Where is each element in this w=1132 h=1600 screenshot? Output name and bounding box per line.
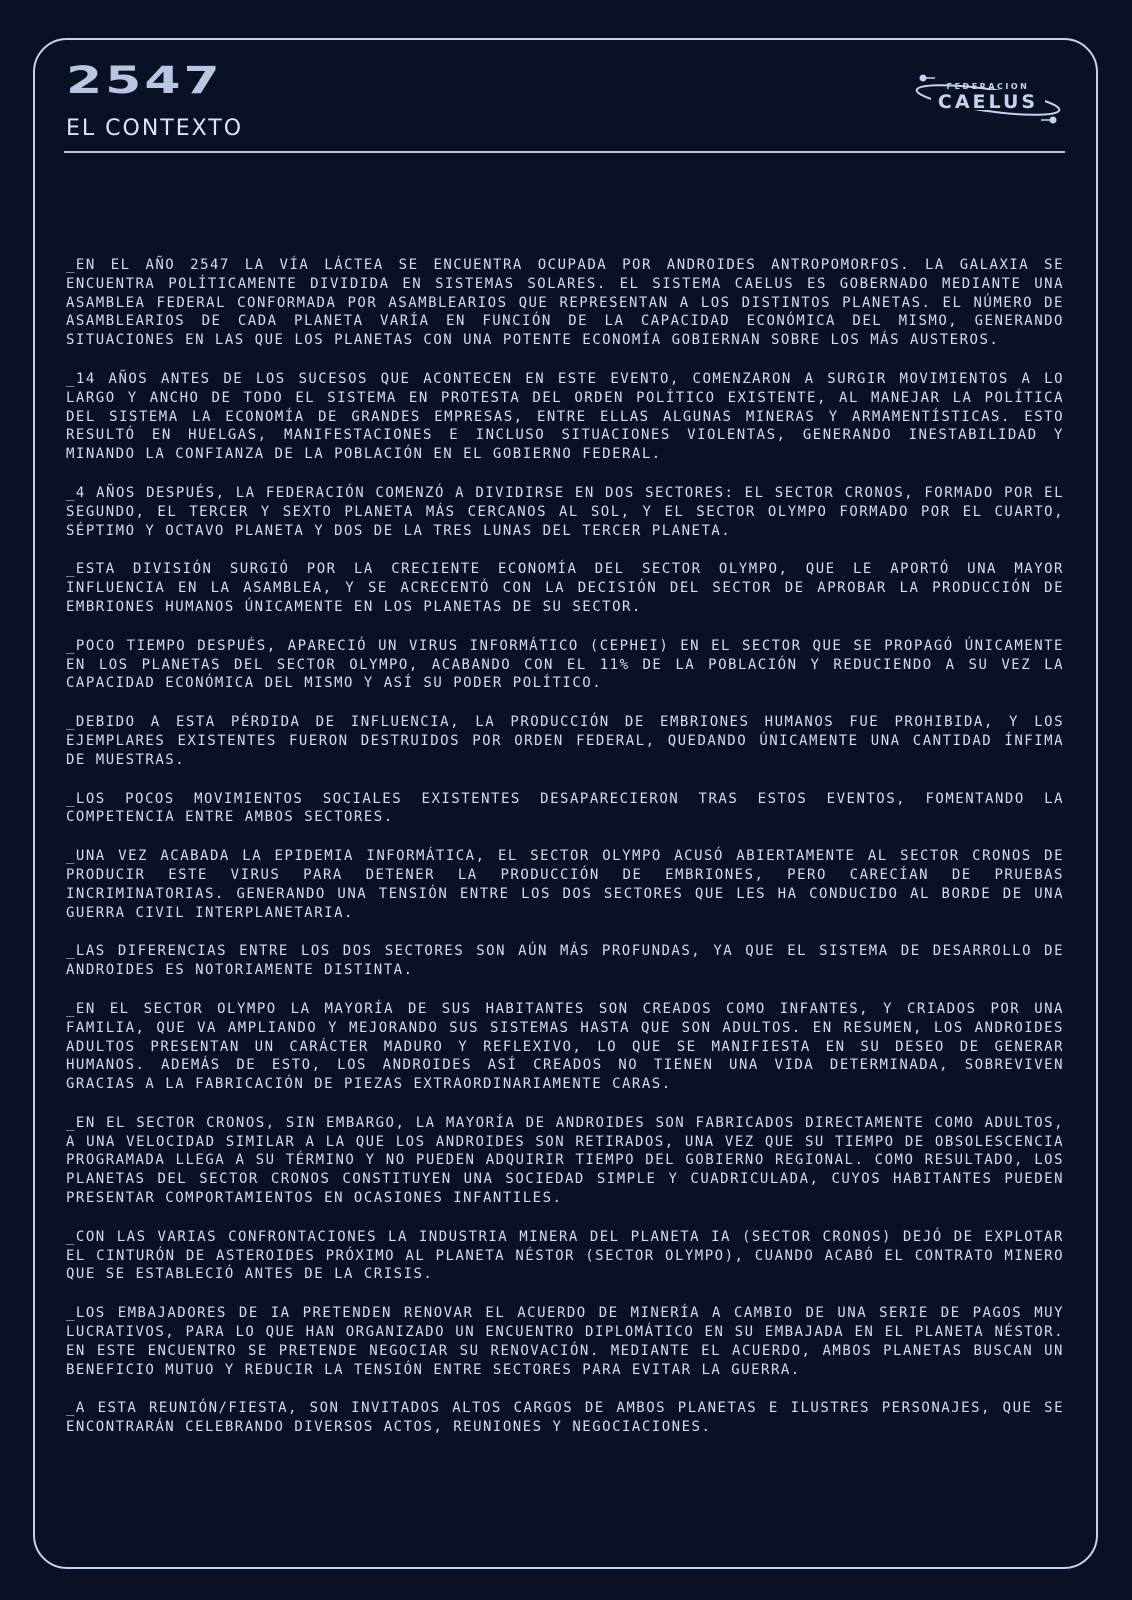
logo-name: CAELUS [937, 91, 1039, 113]
body-paragraph: _A ESTA REUNIÓN/FIESTA, SON INVITADOS ALTOS CARGOS DE AMBOS PLANETAS E ILUSTRES PERSONAJES, QUE SE ENCONTRARÁN CELEBRANDO DIVERSOS ACTOS, REUNIONES Y NEGOCIACIONES. [66, 1400, 1064, 1436]
body-paragraph: _POCO TIEMPO DESPUÉS, APARECIÓ UN VIRUS INFORMÁTICO (CEPHEI) EN EL SECTOR QUE SE PROPAGÓ ÚNICAMENTE EN LOS PLANETAS DEL SECTOR OLYMPO, ACABANDO CON EL 11% DE LA POBLACIÓN Y REDUCIENDO A SU VEZ LA CAPACIDAD ECONÓMICA DEL MISMO Y ASÍ SU PODER POLÍTICO. [66, 637, 1064, 692]
body-paragraph: _EN EL SECTOR OLYMPO LA MAYORÍA DE SUS HABITANTES SON CREADOS COMO INFANTES, Y CRIADOS POR UNA FAMILIA, QUE VA AMPLIANDO Y MEJORANDO SUS SISTEMAS HASTA QUE SON ADULTOS. EN RESUMEN, LOS ANDROIDES ADULTOS PRESENTAN UN CARÁCTER MADURO Y REFLEXIVO, LO QUE SE MANIFIESTA EN SU DESEO DE GENERAR HUMANOS. ADEMÁS DE ESTO, LOS ANDROIDES ASÍ CREADOS NO TIENEN UNA VIDA DETERMINADA, SOBREVIVEN GRACIAS A LA FABRICACIÓN DE PIEZAS EXTRAORDINARIAMENTE CARAS. [66, 1000, 1064, 1093]
body-paragraph: _4 AÑOS DESPUÉS, LA FEDERACIÓN COMENZÓ A DIVIDIRSE EN DOS SECTORES: EL SECTOR CRONOS, FORMADO POR EL SEGUNDO, EL TERCER Y SEXTO PLANETA MÁS CERCANOS AL SOL, Y EL SECTOR OLYMPO FORMADO POR EL CUARTO, SÉPTIMO Y OCTAVO PLANETA Y DOS DE LA TRES LUNAS DEL TERCER PLANETA. [66, 484, 1064, 539]
section-subtitle: EL CONTEXTO [66, 116, 244, 141]
body-paragraph: _ESTA DIVISIÓN SURGIÓ POR LA CRECIENTE ECONOMÍA DEL SECTOR OLYMPO, QUE LE APORTÓ UNA MAYOR INFLUENCIA EN LA ASAMBLEA, Y SE ACRECENTÓ CON LA DECISIÓN DEL SECTOR DE APROBAR LA PRODUCCIÓN DE EMBRIONES HUMANOS ÚNICAMENTE EN LOS PLANETAS DE SU SECTOR. [66, 561, 1064, 615]
body-paragraph: _EN EL AÑO 2547 LA VÍA LÁCTEA SE ENCUENTRA OCUPADA POR ANDROIDES ANTROPOMORFOS. LA GALAXIA SE ENCUENTRA POLÍTICAMENTE DIVIDIDA EN SISTEMAS SOLARES. EL SISTEMA CAELUS ES GOBERNADO MEDIANTE UNA ASAMBLEA FEDERAL CONFORMADA POR ASAMBLEARIOS QUE REPRESENTAN A LOS DISTINTOS PLANETAS. EL NÚMERO DE ASAMBLEARIOS DE CADA PLANETA VARÍA EN FUNCIÓN DE LA CAPACIDAD ECONÓMICA DEL MISMO, GENERANDO SITUACIONES EN LAS QUE LOS PLANETAS CON UNA POTENTE ECONOMÍA GOBIERNAN SOBRE LOS MÁS AUSTEROS. [66, 257, 1064, 349]
body-paragraph: _DEBIDO A ESTA PÉRDIDA DE INFLUENCIA, LA PRODUCCIÓN DE EMBRIONES HUMANOS FUE PROHIBIDA, Y LOS EJEMPLARES EXISTENTES FUERON DESTRUIDOS POR ORDEN FEDERAL, QUEDANDO ÚNICAMENTE UNA CANTIDAD ÍNFIMA DE MUESTRAS. [66, 714, 1064, 768]
body-paragraph: _EN EL SECTOR CRONOS, SIN EMBARGO, LA MAYORÍA DE ANDROIDES SON FABRICADOS DIRECTAMENTE COMO ADULTOS, A UNA VELOCIDAD SIMILAR A LA QUE LOS ANDROIDES SON RETIRADOS, UNA VEZ QUE SU TIEMPO DE OBSOLESCENCIA PROGRAMADA LLEGA A SU TÉRMINO Y NO PUEDEN ADQUIRIR TIEMPO DEL GOBIERNO REGIONAL. COMO RESULTADO, LOS PLANETAS DEL SECTOR CRONOS CONSTITUYEN UNA SOCIEDAD SIMPLE Y CUADRICULADA, CUYOS HABITANTES PUEDEN PRESENTAR COMPORTAMIENTOS EN OCASIONES INFANTILES. [66, 1114, 1064, 1207]
logo-top-text: FEDERACION [946, 82, 1030, 91]
header-divider [64, 151, 1065, 153]
federacion-caelus-logo [913, 70, 1063, 130]
body-paragraph: _UNA VEZ ACABADA LA EPIDEMIA INFORMÁTICA, EL SECTOR OLYMPO ACUSÓ ABIERTAMENTE AL SECTOR CRONOS DE PRODUCIR ESTE VIRUS PARA DETENER LA PRODUCCIÓN DE EMBRIONES, PERO CARECÍAN DE PRUEBAS INCRIMINATORIAS. GENERANDO UNA TENSIÓN ENTRE LOS DOS SECTORES QUE LES HA CONDUCIDO AL BORDE DE UNA GUERRA CIVIL INTERPLANETARIA. [66, 848, 1064, 921]
body-paragraph: _14 AÑOS ANTES DE LOS SUCESOS QUE ACONTECEN EN ESTE EVENTO, COMENZARON A SURGIR MOVIMIENTOS A LO LARGO Y ANCHO DE TODO EL SISTEMA EN PROTESTA DEL ORDEN POLÍTICO EXISTENTE, AL MANEJAR LA POLÍTICA DEL SISTEMA LA ECONOMÍA DE GRANDES EMPRESAS, ENTRE ELLAS ALGUNAS MINERAS Y ARMAMENTÍSTICAS. ESTO RESULTÓ EN HUELGAS, MANIFESTACIONES E INCLUSO SITUACIONES VIOLENTAS, GENERANDO INESTABILIDAD Y MINANDO LA CONFIANZA DE LA POBLACIÓN EN EL GOBIERNO FEDERAL. [66, 370, 1064, 463]
body-paragraph: _CON LAS VARIAS CONFRONTACIONES LA INDUSTRIA MINERA DEL PLANETA IA (SECTOR CRONOS) DEJÓ DE EXPLOTAR EL CINTURÓN DE ASTEROIDES PRÓXIMO AL PLANETA NÉSTOR (SECTOR OLYMPO), CUANDO ACABÓ EL CONTRATO MINERO QUE SE ESTABLECIÓ ANTES DE LA CRISIS. [66, 1228, 1064, 1283]
body-paragraph: _LAS DIFERENCIAS ENTRE LOS DOS SECTORES SON AÚN MÁS PROFUNDAS, YA QUE EL SISTEMA DE DESARROLLO DE ANDROIDES ES NOTORIAMENTE DISTINTA. [66, 943, 1064, 979]
body-paragraph: _LOS EMBAJADORES DE IA PRETENDEN RENOVAR EL ACUERDO DE MINERÍA A CAMBIO DE UNA SERIE DE PAGOS MUY LUCRATIVOS, PARA LO QUE HAN ORGANIZADO UN ENCUENTRO DIPLOMÁTICO EN SU EMBAJADA EN EL PLANETA NÉSTOR. EN ESTE ENCUENTRO SE PRETENDE NEGOCIAR SU RENOVACIÓN. MEDIANTE EL ACUERDO, AMBOS PLANETAS BUSCAN UN BENEFICIO MUTUO Y REDUCIR LA TENSIÓN ENTRE SECTORES PARA EVITAR LA GUERRA. [66, 1305, 1064, 1378]
body-paragraph: _LOS POCOS MOVIMIENTOS SOCIALES EXISTENTES DESAPARECIERON TRAS ESTOS EVENTOS, FOMENTANDO LA COMPETENCIA ENTRE AMBOS SECTORES. [66, 790, 1064, 826]
context-body [66, 256, 1064, 1457]
year-title: 2547 [66, 59, 223, 103]
